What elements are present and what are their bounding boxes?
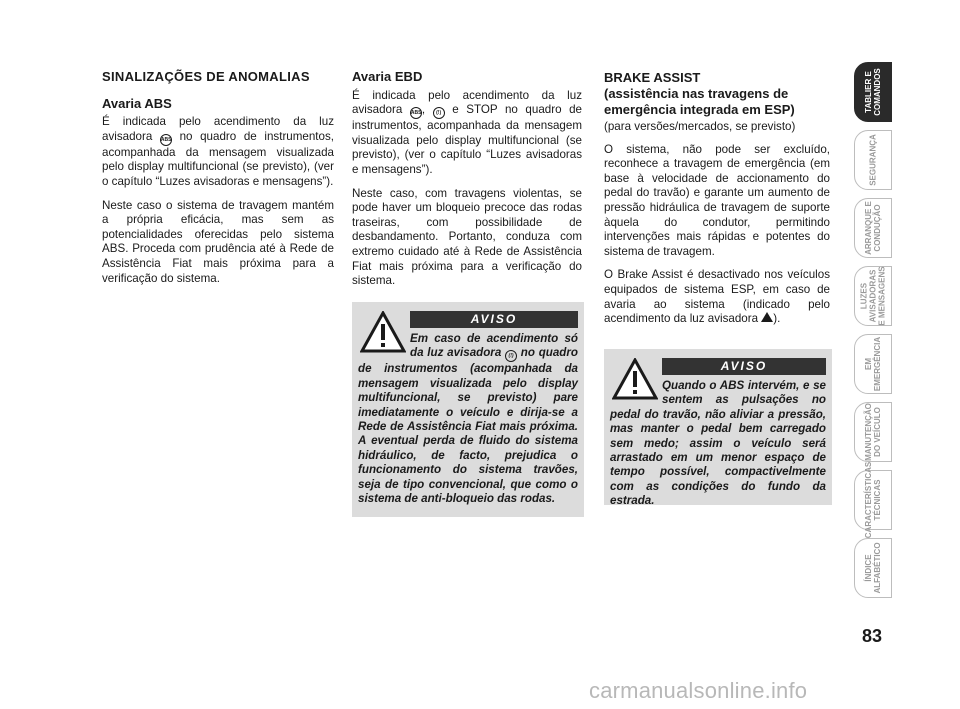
brake-warning-icon: (!)	[433, 107, 445, 119]
warning-text: Quando o ABS intervém, e se sentem as pulsações no pedal do travão, não aliviar a pressão, mas manter o pedal bem carregado sem medo; assim o veículo será arrastado em um menor espaço de tempo possível, compactivelmente com as condições do fundo da estrada.	[610, 379, 826, 508]
tab-caracteristicas-tecnicas[interactable]: CARACTERÍSTICAS TÉCNICAS	[854, 470, 892, 530]
brake-assist-paragraph-2: O Brake Assist é desactivado nos veículos equipados de sistema ESP, em caso de avaria ao sistema (indicado pelo acendimento da luz avisadora ).	[604, 268, 830, 326]
ebd-fault-heading: Avaria EBD	[352, 69, 423, 84]
tab-em-emergencia[interactable]: EM EMERGÊNCIA	[854, 334, 892, 394]
page-number: 83	[861, 626, 883, 646]
column-right	[604, 70, 830, 336]
tab-tablier-comandos[interactable]: TABLIER E COMANDOS	[854, 62, 892, 122]
tab-luzes-avisadoras[interactable]: LUZES AVISADORAS E MENSAGENS	[854, 266, 892, 326]
abs-warning-icon: ABS	[160, 134, 172, 146]
brake-assist-heading: BRAKE ASSIST (assistência nas travagens de emergência integrada em ESP)	[604, 70, 795, 117]
abs-fault-paragraph-2: Neste caso o sistema de travagem mantém a própria eficácia, mas sem as potencialidades oferecidas pelo sistema ABS. Proceda com prudência até à Rede de Assistência Fiat mais próxima para a verificação do sistema.	[102, 198, 334, 285]
tab-indice-alfabetico[interactable]: ÍNDICE ALFABÉTICO	[854, 538, 892, 598]
warning-label: AVISO	[410, 311, 578, 328]
section-heading: SINALIZAÇÕES DE ANOMALIAS	[102, 69, 310, 84]
warning-label: AVISO	[662, 358, 826, 375]
watermark: carmanualsonline.info	[589, 678, 808, 703]
ebd-fault-paragraph-2: Neste caso, com travagens violentas, se pode haver um bloqueio precoce das rodas traseiras, com possibilidade de desbandamento. Portanto, conduza com extremo cuidado até à Rede de Assistência Fiat mais próxima para a verificação do sistema.	[352, 186, 582, 288]
column-middle	[352, 70, 582, 298]
abs-fault-paragraph-1: É indicada pelo acendimento da luz avisadora ABS no quadro de instrumentos, acompanhada da mensagem visualizada pelo display multifuncional (se previsto), (ver o capítulo “Luzes avisadoras e mensagens”).	[102, 115, 334, 188]
warning-text: Em caso de acendimento só da luz avisadora (!) no quadro de instrumentos (acompanhada da mensagem visualizada pelo display multifuncional, se previsto) pare imediatamente o veículo e dirija-se a Rede de Assistência Fiat mais próxima. A eventual perda de fluido do sistema hidráulico, de facto, prejudica o funcionamento do sistema travões, seja de tipo convencional, que como o sistema de anti-bloqueio das rodas.	[358, 332, 578, 506]
column-left	[102, 70, 334, 295]
brake-assist-subtitle: (para versões/mercados, se previsto)	[604, 120, 796, 133]
tab-seguranca[interactable]: SEGURANÇA	[854, 130, 892, 190]
ebd-fault-paragraph-1: É indicada pelo acendimento da luz avisadora ABS, (!) e STOP no quadro de instrumentos, acompanhada da mensagem visualizada pelo display multifuncional (se previsto), (ver o capítulo “Luzes avisadoras e mensagens”).	[352, 88, 582, 176]
brake-assist-paragraph-1: O sistema, não pode ser excluído, reconhece a travagem de emergência (em base à velocidade de accionamento do pedal do travão) e garante um aumento de pressão hidráulica de travagem de suporte àquela do condutor, permitindo intervenções mais rápidas e potentes do sistema de travagem.	[604, 142, 830, 258]
esp-warning-icon	[761, 312, 773, 322]
warning-box-brake-fluid	[352, 302, 584, 517]
abs-warning-icon: ABS	[410, 107, 422, 119]
abs-fault-heading: Avaria ABS	[102, 95, 172, 111]
brake-warning-icon: (!)	[505, 350, 517, 362]
tab-arranque-conducao[interactable]: ARRANQUE E CONDUÇÃO	[854, 198, 892, 258]
warning-box-abs-pedal	[604, 349, 832, 508]
tab-manutencao-veiculo[interactable]: MANUTENÇÃO DO VEÍCULO	[854, 402, 892, 462]
